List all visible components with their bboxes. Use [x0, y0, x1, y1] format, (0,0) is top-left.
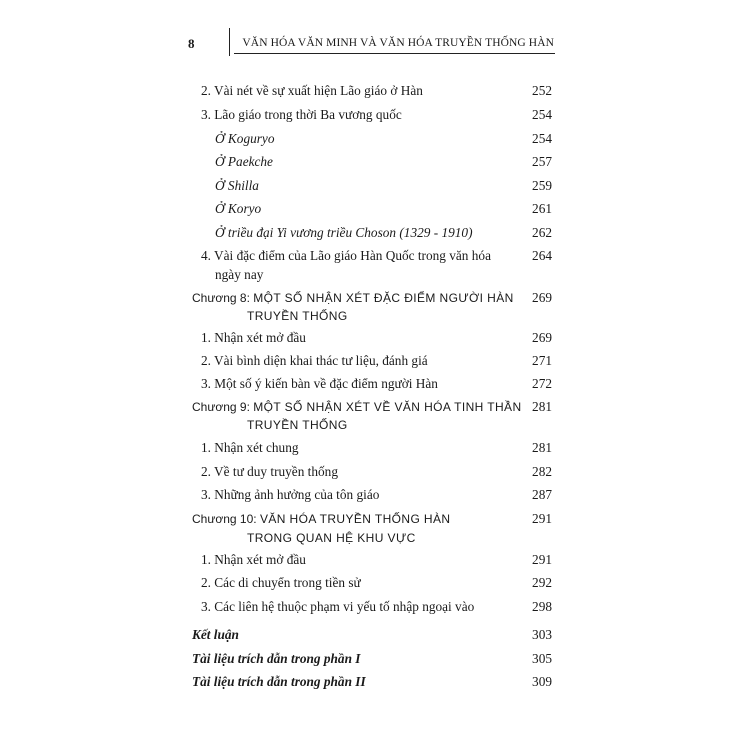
- toc-entry: [0, 199, 750, 219]
- entry-page: 261: [532, 201, 552, 216]
- entry-title: 2. Vài nét về sự xuất hiện Lão giáo ở Hàn: [201, 83, 423, 98]
- running-title: VĂN HÓA VĂN MINH VÀ VĂN HÓA TRUYỀN THỐNG HÀN: [242, 37, 554, 49]
- entry-page: 309: [532, 674, 552, 689]
- entry-page: 254: [532, 131, 552, 146]
- entry-page: 264: [532, 248, 552, 263]
- chapter-title-continued: TRUYỀN THỐNG: [247, 309, 348, 323]
- toc-entry: [0, 573, 750, 593]
- entry-title: Kết luận: [192, 627, 239, 642]
- entry-page: 282: [532, 464, 552, 479]
- toc-entry: [0, 550, 750, 570]
- toc-entry: [0, 597, 750, 617]
- toc-entry: [0, 462, 750, 482]
- header-divider-vertical: [229, 28, 230, 56]
- entry-page: 291: [532, 511, 552, 526]
- entry-page: 259: [532, 178, 552, 193]
- entry-title: 2. Vài bình diện khai thác tư liệu, đánh giá: [201, 353, 428, 368]
- entry-page: 262: [532, 225, 552, 240]
- chapter-label: Chương 8:: [192, 291, 250, 305]
- entry-page: 269: [532, 290, 552, 305]
- entry-title-continued: ngày nay: [215, 267, 264, 282]
- entry-title: 1. Nhận xét chung: [201, 440, 299, 455]
- toc-entry: [0, 176, 750, 196]
- entry-page: 305: [532, 651, 552, 666]
- toc-entry: [0, 81, 750, 101]
- toc-entry: [0, 351, 750, 371]
- entry-title: Ở Paekche: [215, 154, 273, 169]
- entry-title: 3. Một số ý kiến bàn về đặc điểm người Hàn: [201, 376, 438, 391]
- chapter-label: Chương 9:: [192, 400, 250, 414]
- toc-entry: [0, 246, 750, 282]
- entry-page: 292: [532, 575, 552, 590]
- toc-entry: [0, 328, 750, 348]
- toc-entry: [0, 129, 750, 149]
- entry-page: 271: [532, 353, 552, 368]
- entry-title: Ở Koguryo: [215, 131, 275, 146]
- entry-title: 3. Những ảnh hưởng của tôn giáo: [201, 487, 380, 502]
- entry-page: 298: [532, 599, 552, 614]
- entry-page: 281: [532, 399, 552, 414]
- entry-title: Ở Shilla: [215, 178, 259, 193]
- toc-chapter: [0, 289, 750, 323]
- entry-page: 303: [532, 627, 552, 642]
- chapter-title: MỘT SỐ NHẬN XÉT ĐẶC ĐIỂM NGƯỜI HÀN: [253, 291, 514, 305]
- entry-page: 272: [532, 376, 552, 391]
- toc-entry: [0, 438, 750, 458]
- toc-entry: [0, 152, 750, 172]
- entry-page: 287: [532, 487, 552, 502]
- chapter-label: Chương 10:: [192, 512, 257, 526]
- chapter-title-continued: TRUYỀN THỐNG: [247, 418, 348, 432]
- toc-entry-conclusion: [0, 625, 750, 645]
- toc-entry: [0, 223, 750, 243]
- toc-entry: [0, 374, 750, 394]
- entry-page: 291: [532, 552, 552, 567]
- toc-entry-references-2: [0, 672, 750, 692]
- entry-title: 2. Các di chuyển trong tiền sử: [201, 575, 361, 590]
- entry-title: 1. Nhận xét mở đầu: [201, 552, 306, 567]
- entry-title: 1. Nhận xét mở đầu: [201, 330, 306, 345]
- entry-page: 269: [532, 330, 552, 345]
- entry-title: 2. Về tư duy truyền thống: [201, 464, 338, 479]
- entry-page: 252: [532, 83, 552, 98]
- entry-title: Tài liệu trích dẫn trong phần II: [192, 674, 366, 689]
- chapter-title-continued: TRONG QUAN HỆ KHU VỰC: [247, 531, 416, 545]
- entry-page: 281: [532, 440, 552, 455]
- entry-title: Ở triều đại Yi vương triều Choson (1329 - 1910): [215, 225, 473, 240]
- entry-page: 254: [532, 107, 552, 122]
- header-rule: [234, 53, 555, 54]
- toc-chapter: [0, 510, 750, 545]
- entry-title: 3. Lão giáo trong thời Ba vương quốc: [201, 107, 402, 122]
- entry-page: 257: [532, 154, 552, 169]
- entry-title: Ở Koryo: [215, 201, 262, 216]
- toc-entry-references-1: [0, 649, 750, 669]
- entry-title: 3. Các liên hệ thuộc phạm vi yếu tố nhập ngoại vào: [201, 599, 475, 614]
- toc-entry: [0, 105, 750, 125]
- page-number: 8: [188, 36, 195, 51]
- chapter-title: VĂN HÓA TRUYỀN THỐNG HÀN: [259, 512, 451, 526]
- toc-chapter: [0, 398, 750, 432]
- entry-title: 4. Vài đặc điểm của Lão giáo Hàn Quốc trong văn hóa: [201, 248, 491, 263]
- chapter-title: MỘT SỐ NHẬN XÉT VỀ VĂN HÓA TINH THẦN: [253, 400, 522, 414]
- entry-title: Tài liệu trích dẫn trong phần I: [192, 651, 361, 666]
- toc-entry: [0, 485, 750, 505]
